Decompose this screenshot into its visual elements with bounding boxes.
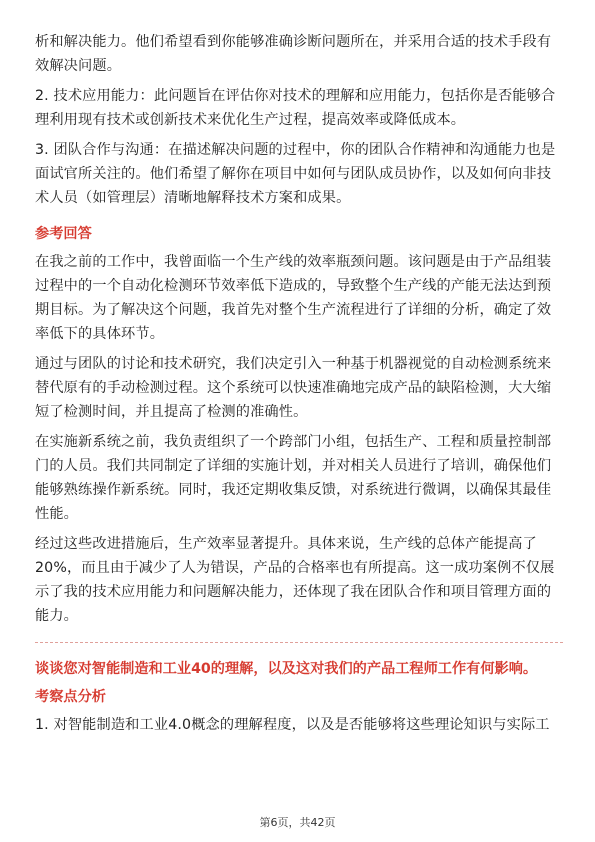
answer-paragraph-1: 在我之前的工作中，我曾面临一个生产线的效率瓶颈问题。该问题是由于产品组装过程中的一个自动化检测环节效率低下造成的，导致整个生产线的产能无法达到预期目标。为了解决这个问题，我首先对整个生产流程进行了详细的分析，确定了效率低下的具体环节。	[35, 254, 552, 342]
section-divider	[35, 642, 563, 643]
page-content	[35, 30, 563, 743]
paragraph-top-1: 析和解决能力。他们希望看到你能够准确诊断问题所在，并采用合适的技术手段有效解决问题。	[35, 34, 552, 74]
analysis-heading: 考察点分析	[35, 689, 106, 705]
reference-answer-heading: 参考回答	[35, 226, 92, 242]
page-footer: 第6页，共42页	[259, 816, 336, 829]
analysis-item-1: 1. 对智能制造和工业4.0概念的理解程度，以及是否能够将这些理论知识与实际工	[35, 717, 550, 733]
answer-paragraph-3: 在实施新系统之前，我负责组织了一个跨部门小组，包括生产、工程和质量控制部门的人员。我们共同制定了详细的实施计划，并对相关人员进行了培训，确保他们能够熟练操作新系统。同时，我还定期收集反馈，对系统进行微调，以确保其最佳性能。	[35, 434, 552, 522]
answer-paragraph-4: 经过这些改进措施后，生产效率显著提升。具体来说，生产线的总体产能提高了20%，而且由于减少了人为错误，产品的合格率也有所提高。这一成功案例不仅展示了我的技术应用能力和问题解决能力，还体现了我在团队合作和项目管理方面的能力。	[35, 536, 555, 624]
question-title: 谈谈您对智能制造和工业40的理解，以及这对我们的产品工程师工作有何影响。	[35, 661, 538, 677]
paragraph-top-2: 2. 技术应用能力：此问题旨在评估你对技术的理解和应用能力，包括你是否能够合理利用现有技术或创新技术来优化生产过程，提高效率或降低成本。	[35, 88, 556, 128]
answer-paragraph-2: 通过与团队的讨论和技术研究，我们决定引入一种基于机器视觉的自动检测系统来替代原有的手动检测过程。这个系统可以快速准确地完成产品的缺陷检测，大大缩短了检测时间，并且提高了检测的准确性。	[35, 356, 552, 420]
paragraph-top-3: 3. 团队合作与沟通：在描述解决问题的过程中，你的团队合作精神和沟通能力也是面试官所关注的。他们希望了解你在项目中如何与团队成员协作，以及如何向非技术人员（如管理层）清晰地解释技术方案和成果。	[35, 142, 556, 206]
